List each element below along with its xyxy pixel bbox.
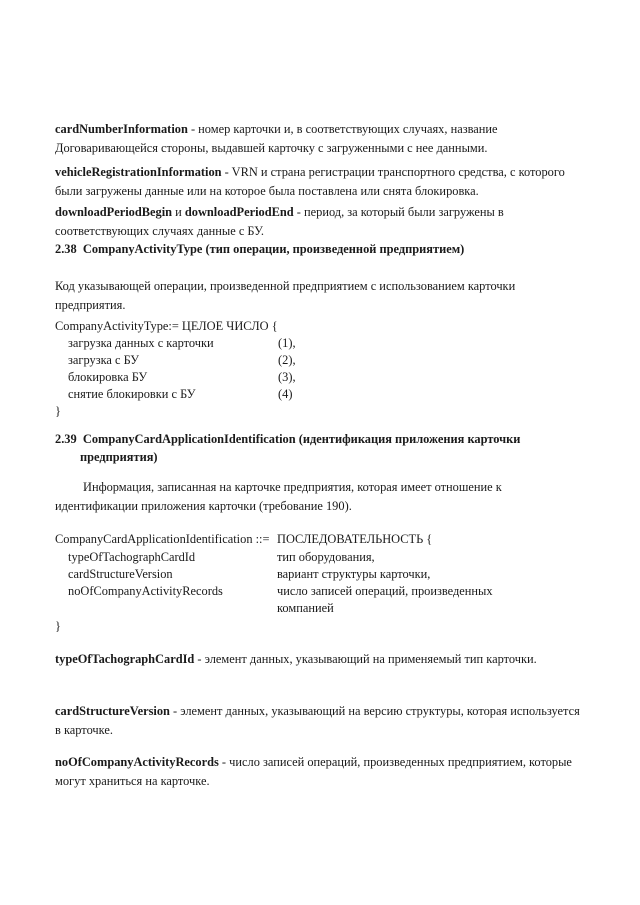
code-header-left: CompanyCardApplicationIdentification ::= (55, 532, 270, 546)
definition-text: - число записей операций, произведенных предприятием, которые могут храниться на карточке. (55, 755, 572, 788)
conjunction: и (172, 205, 185, 219)
section-title: CompanyActivityType (тип операции, произведенной предприятием) (82, 242, 465, 256)
field-name: noOfCompanyActivityRecords (68, 584, 223, 598)
section-title: CompanyCardApplicationIdentification (идентификация приложения карточки (82, 432, 521, 446)
enum-item-value: (2), (278, 353, 296, 367)
term: vehicleRegistrationInformation (55, 165, 222, 179)
field-name: cardStructureVersion (68, 567, 173, 581)
term: downloadPeriodEnd (184, 205, 294, 219)
field-name: typeOfTachographCardId (68, 550, 196, 564)
term: noOfCompanyActivityRecords (55, 755, 219, 769)
definition-type-of-tachograph-card-id (55, 650, 585, 669)
term: cardNumberInformation (55, 122, 188, 136)
term: typeOfTachographCardId (55, 652, 195, 666)
code-header: CompanyActivityType:= ЦЕЛОЕ ЧИСЛО { (55, 319, 278, 333)
definition-text: - VRN и страна регистрации транспортного средства, с которого были загружены данные или на которое была поставлена или снята блокировка. (55, 165, 565, 198)
definition-card-structure-version (55, 702, 585, 740)
section-heading-2-39 (55, 430, 520, 449)
field-desc: тип оборудования, (277, 550, 375, 564)
section-description: Информация, записанная на карточке предприятия, которая имеет отношение к идентификации приложения карточки (требование 190). (55, 480, 502, 513)
code-close-brace: } (55, 404, 61, 418)
section-heading-2-38 (55, 240, 464, 259)
enum-item-name: блокировка БУ (68, 370, 148, 384)
definition-text: - номер карточки и, в соответствующих случаях, название Договаривающейся стороны, выдавшей карточку с загруженными с нее данными. (55, 122, 498, 155)
term: downloadPeriodBegin (55, 205, 173, 219)
definition-vehicle-registration-information (55, 163, 585, 201)
enum-item-value: (4) (278, 387, 293, 401)
code-header-right: ПОСЛЕДОВАТЕЛЬНОСТЬ { (277, 532, 433, 546)
field-desc: число записей операций, произведенных (277, 584, 493, 598)
field-desc: вариант структуры карточки, (277, 567, 431, 581)
code-close-brace: } (55, 619, 61, 633)
enum-item-name: снятие блокировки с БУ (68, 387, 196, 401)
section-title-continued: предприятия) (80, 450, 158, 464)
enum-item-name: загрузка с БУ (68, 353, 140, 367)
term: cardStructureVersion (55, 704, 170, 718)
enum-item-value: (1), (278, 336, 296, 350)
field-desc-continued: компанией (277, 601, 334, 615)
section-number: 2.39 (55, 432, 77, 446)
definition-no-of-company-activity-records (55, 753, 585, 791)
section-description: Код указывающей операции, произведенной предприятием с использованием карточки предприятия. (55, 279, 516, 312)
definition-text: - элемент данных, указывающий на применяемый тип карточки. (194, 652, 537, 666)
enum-item-name: загрузка данных с карточки (68, 336, 214, 350)
section-number: 2.38 (55, 242, 77, 256)
definition-card-number-information (55, 120, 585, 158)
enum-item-value: (3), (278, 370, 296, 384)
definition-text: - элемент данных, указывающий на версию структуры, которая используется в карточке. (55, 704, 580, 737)
definition-text: - период, за который были загружены в соответствующих случаях данные с БУ. (55, 205, 504, 238)
definition-download-period (55, 203, 585, 241)
